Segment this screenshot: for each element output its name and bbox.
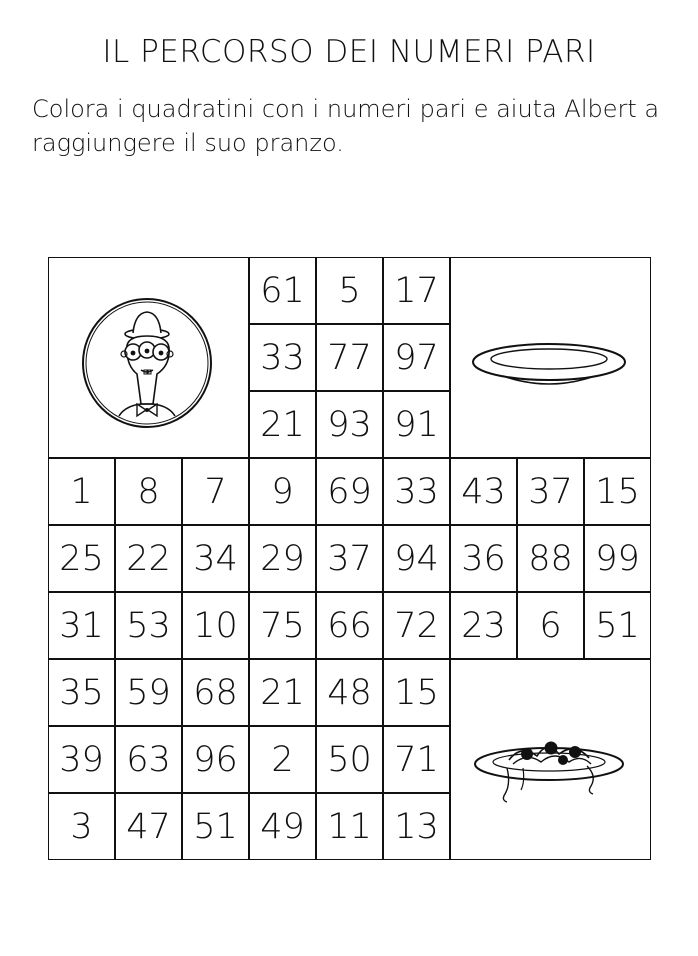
number-cell[interactable]: 37 bbox=[517, 458, 584, 525]
number-cell[interactable]: 3 bbox=[48, 793, 115, 860]
albert-character-icon bbox=[48, 257, 249, 458]
number-cell[interactable]: 23 bbox=[450, 592, 517, 659]
number-cell[interactable]: 31 bbox=[48, 592, 115, 659]
number-cell[interactable]: 2 bbox=[249, 726, 316, 793]
number-cell[interactable]: 47 bbox=[115, 793, 182, 860]
number-cell[interactable]: 94 bbox=[383, 525, 450, 592]
number-cell[interactable]: 29 bbox=[249, 525, 316, 592]
number-cell[interactable]: 7 bbox=[182, 458, 249, 525]
empty-plate-icon bbox=[450, 257, 651, 458]
page-title: IL PERCORSO DEI NUMERI PARI bbox=[102, 34, 596, 70]
number-cell[interactable]: 25 bbox=[48, 525, 115, 592]
number-cell[interactable]: 5 bbox=[316, 257, 383, 324]
number-cell[interactable]: 33 bbox=[383, 458, 450, 525]
number-cell[interactable]: 9 bbox=[249, 458, 316, 525]
number-cell[interactable]: 15 bbox=[584, 458, 651, 525]
number-cell[interactable]: 35 bbox=[48, 659, 115, 726]
number-cell[interactable]: 11 bbox=[316, 793, 383, 860]
number-cell[interactable]: 1 bbox=[48, 458, 115, 525]
number-cell[interactable]: 15 bbox=[383, 659, 450, 726]
spaghetti-plate-icon bbox=[450, 659, 651, 860]
number-cell[interactable]: 50 bbox=[316, 726, 383, 793]
number-cell[interactable]: 36 bbox=[450, 525, 517, 592]
number-grid bbox=[48, 257, 651, 860]
number-cell[interactable]: 49 bbox=[249, 793, 316, 860]
number-cell[interactable]: 71 bbox=[383, 726, 450, 793]
number-cell[interactable]: 34 bbox=[182, 525, 249, 592]
number-cell[interactable]: 51 bbox=[584, 592, 651, 659]
number-cell[interactable]: 75 bbox=[249, 592, 316, 659]
number-cell[interactable]: 88 bbox=[517, 525, 584, 592]
number-cell[interactable]: 91 bbox=[383, 391, 450, 458]
number-cell[interactable]: 61 bbox=[249, 257, 316, 324]
number-cell[interactable]: 22 bbox=[115, 525, 182, 592]
number-cell[interactable]: 48 bbox=[316, 659, 383, 726]
number-cell[interactable]: 13 bbox=[383, 793, 450, 860]
number-cell[interactable]: 37 bbox=[316, 525, 383, 592]
number-cell[interactable]: 59 bbox=[115, 659, 182, 726]
number-cell[interactable]: 39 bbox=[48, 726, 115, 793]
number-cell[interactable]: 77 bbox=[316, 324, 383, 391]
number-cell[interactable]: 96 bbox=[182, 726, 249, 793]
number-cell[interactable]: 93 bbox=[316, 391, 383, 458]
instruction-text: Colora i quadratini con i numeri pari e aiuta Albert a raggiungere il suo pranzo. bbox=[32, 95, 660, 157]
number-cell[interactable]: 99 bbox=[584, 525, 651, 592]
number-cell[interactable]: 51 bbox=[182, 793, 249, 860]
number-cell[interactable]: 63 bbox=[115, 726, 182, 793]
number-cell[interactable]: 33 bbox=[249, 324, 316, 391]
number-cell[interactable]: 72 bbox=[383, 592, 450, 659]
number-cell[interactable]: 43 bbox=[450, 458, 517, 525]
number-cell[interactable]: 68 bbox=[182, 659, 249, 726]
number-cell[interactable]: 17 bbox=[383, 257, 450, 324]
number-cell[interactable]: 66 bbox=[316, 592, 383, 659]
number-cell[interactable]: 97 bbox=[383, 324, 450, 391]
number-cell[interactable]: 8 bbox=[115, 458, 182, 525]
number-cell[interactable]: 69 bbox=[316, 458, 383, 525]
number-cell[interactable]: 21 bbox=[249, 391, 316, 458]
number-cell[interactable]: 53 bbox=[115, 592, 182, 659]
number-cell[interactable]: 6 bbox=[517, 592, 584, 659]
number-cell[interactable]: 21 bbox=[249, 659, 316, 726]
number-cell[interactable]: 10 bbox=[182, 592, 249, 659]
